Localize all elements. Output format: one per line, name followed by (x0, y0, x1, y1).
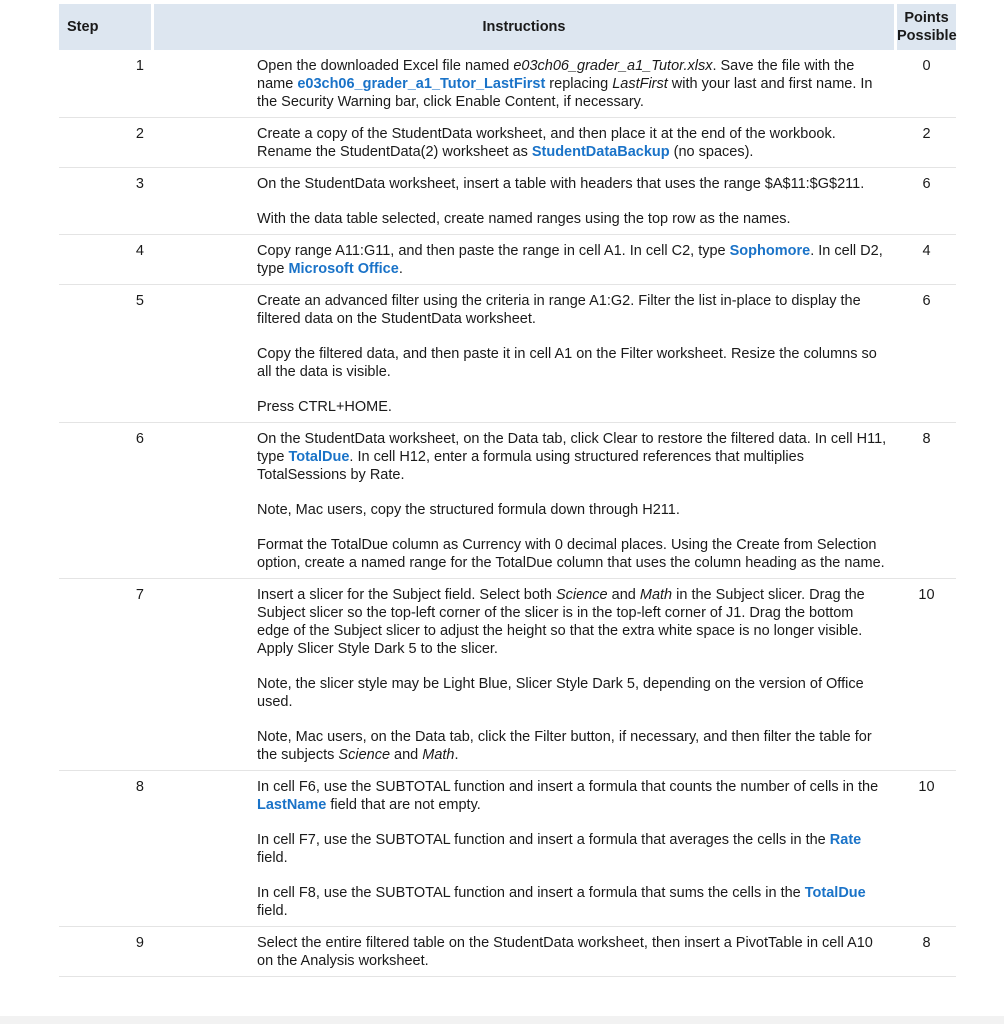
instruction-cell (154, 50, 897, 118)
instruction-paragraph (257, 242, 887, 278)
instruction-paragraph (257, 728, 887, 764)
instruction-text: Copy range A11:G11, and then paste the range in cell A1. In cell C2, type (257, 243, 730, 259)
instruction-text: . (398, 261, 403, 277)
table-row (59, 235, 956, 285)
instruction-text: Press CTRL+HOME. (257, 399, 392, 415)
instruction-paragraph (257, 175, 887, 193)
instruction-text: Copy the filtered data, and then paste it in cell A1 on the Filter worksheet. Resize the columns so all the data is visible. (257, 346, 877, 380)
step-number: 8 (59, 771, 154, 927)
instruction-cell (154, 579, 897, 771)
instruction-text: Create a copy of the StudentData worksheet, and then place it at the end of the workbook. Rename the StudentData(2) worksheet as (257, 126, 836, 160)
table-row (59, 168, 956, 235)
bottom-band (0, 1016, 1004, 1024)
instruction-text: In cell F7, use the SUBTOTAL function and insert a formula that averages the cells in the (257, 832, 830, 848)
instruction-paragraph (257, 345, 887, 381)
table-row (59, 771, 956, 927)
step-number: 3 (59, 168, 154, 235)
points-value: 8 (897, 927, 956, 977)
table-row (59, 118, 956, 168)
italic-term: e03ch06_grader_a1_Tutor.xlsx (513, 58, 713, 74)
step-number: 5 (59, 285, 154, 423)
instruction-text: and (607, 587, 640, 603)
table-row (59, 285, 956, 423)
table-row (59, 423, 956, 579)
instruction-text: With the data table selected, create named ranges using the top row as the names. (257, 211, 791, 227)
instruction-text: Note, Mac users, on the Data tab, click the Filter button, if necessary, and then filter the table for the subjects (257, 729, 872, 763)
highlighted-term: Rate (829, 832, 862, 848)
instruction-cell (154, 168, 897, 235)
instruction-text: field. (257, 903, 288, 919)
instruction-paragraph (257, 210, 887, 228)
instruction-cell (154, 771, 897, 927)
instruction-paragraph (257, 501, 887, 519)
instruction-paragraph (257, 292, 887, 328)
step-number: 9 (59, 927, 154, 977)
instruction-paragraph (257, 430, 887, 484)
points-value: 6 (897, 168, 956, 235)
points-value: 8 (897, 423, 956, 579)
step-number: 2 (59, 118, 154, 168)
italic-term: Science (338, 747, 391, 763)
instructions-column-header: Instructions (154, 4, 897, 50)
instruction-cell (154, 927, 897, 977)
points-column-header (897, 4, 956, 50)
highlighted-term: StudentDataBackup (531, 144, 670, 160)
instruction-text: . Save the file with the name (257, 58, 855, 92)
instruction-paragraph (257, 675, 887, 711)
instruction-text: with your last and first name. In the Security Warning bar, click Enable Content, if necessary. (257, 76, 873, 110)
instruction-paragraph (257, 586, 887, 658)
instruction-text: In cell F8, use the SUBTOTAL function and insert a formula that sums the cells in the (257, 885, 805, 901)
instruction-text: . (454, 747, 459, 763)
points-value: 10 (897, 579, 956, 771)
points-value: 0 (897, 50, 956, 118)
points-value: 10 (897, 771, 956, 927)
instruction-text: Note, the slicer style may be Light Blue, Slicer Style Dark 5, depending on the version of Office used. (257, 676, 864, 710)
points-value: 4 (897, 235, 956, 285)
table-row (59, 927, 956, 977)
instruction-text: Format the TotalDue column as Currency with 0 decimal places. Using the Create from Selection option, create a named range for the TotalDue column that uses the column heading as the name. (257, 537, 885, 571)
table-row (59, 50, 956, 118)
instruction-text: Insert a slicer for the Subject field. Select both (257, 587, 557, 603)
step-number: 6 (59, 423, 154, 579)
instruction-text: Select the entire filtered table on the StudentData worksheet, then insert a PivotTable in cell A10 on the Analysis worksheet. (257, 935, 873, 969)
instruction-text: field that are not empty. (326, 797, 481, 813)
instruction-text: field. (257, 850, 288, 866)
instruction-paragraph (257, 398, 887, 416)
instruction-paragraph (257, 884, 887, 920)
instruction-text: On the StudentData worksheet, on the Data tab, click Clear to restore the filtered data. In cell H11, type (257, 431, 887, 465)
step-number: 7 (59, 579, 154, 771)
instruction-paragraph (257, 778, 887, 814)
instruction-text: . In cell H12, enter a formula using structured references that multiplies TotalSessions by Rate. (257, 449, 804, 483)
instruction-text: Note, Mac users, copy the structured formula down through H211. (257, 502, 680, 518)
points-header-line2: Possible (897, 28, 957, 44)
italic-term: Science (556, 587, 608, 603)
highlighted-term: e03ch06_grader_a1_Tutor_LastFirst (297, 76, 546, 92)
points-value: 6 (897, 285, 956, 423)
highlighted-term: LastName (257, 797, 327, 813)
highlighted-term: Sophomore (729, 243, 811, 259)
table-header-row (59, 4, 956, 50)
instruction-text: (no spaces). (669, 144, 754, 160)
instruction-cell (154, 423, 897, 579)
instruction-paragraph (257, 831, 887, 867)
instruction-text: and (390, 747, 423, 763)
table-row (59, 579, 956, 771)
step-number: 4 (59, 235, 154, 285)
instruction-cell (154, 285, 897, 423)
instruction-cell (154, 118, 897, 168)
instruction-text: in the Subject slicer. Drag the Subject slicer so the top-left corner of the slicer is in the top-left corner of J1. Drag the bottom edge of the Subject slicer to adjust the height so that the extra white space is no longer visible. Apply Slicer Style Dark 5 to the slicer. (257, 587, 865, 657)
italic-term: Math (639, 587, 673, 603)
instruction-text: Create an advanced filter using the criteria in range A1:G2. Filter the list in-place to display the filtered data on the StudentData worksheet. (257, 293, 861, 327)
points-value: 2 (897, 118, 956, 168)
step-number: 1 (59, 50, 154, 118)
highlighted-term: TotalDue (288, 449, 350, 465)
instruction-text: . In cell D2, type (257, 243, 883, 277)
instruction-paragraph (257, 536, 887, 572)
instruction-text: On the StudentData worksheet, insert a table with headers that uses the range $A$11:$G$211. (257, 176, 865, 192)
step-column-header: Step (59, 4, 154, 50)
instruction-paragraph (257, 57, 887, 111)
instruction-paragraph (257, 934, 887, 970)
highlighted-term: TotalDue (804, 885, 866, 901)
points-header-line1: Points (904, 10, 949, 26)
instruction-text: replacing (545, 76, 613, 92)
instruction-cell (154, 235, 897, 285)
highlighted-term: Microsoft Office (288, 261, 399, 277)
instruction-text: In cell F6, use the SUBTOTAL function and insert a formula that counts the number of cells in the (257, 779, 879, 795)
italic-term: Math (422, 747, 455, 763)
instruction-paragraph (257, 125, 887, 161)
table-body (59, 50, 956, 977)
italic-term: LastFirst (612, 76, 668, 92)
instruction-text: Open the downloaded Excel file named (257, 58, 514, 74)
instructions-table (59, 4, 956, 977)
